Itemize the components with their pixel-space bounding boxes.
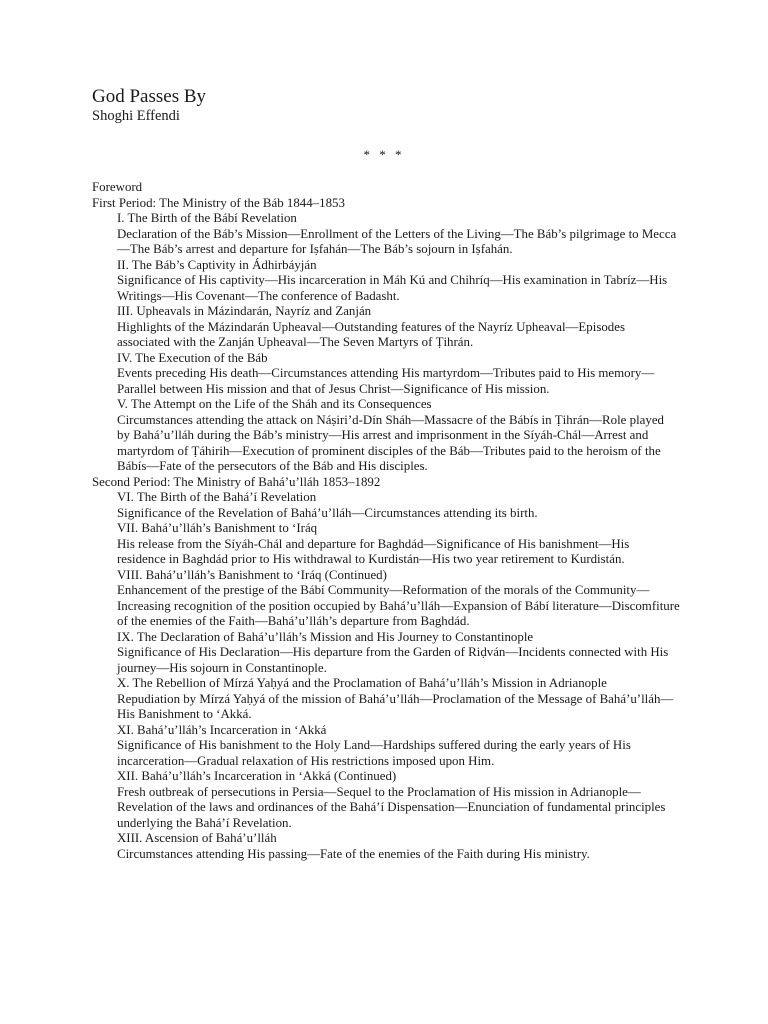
toc-summary-11: Significance of His banishment to the Holy Land—Hardships suffered during the early years of His incarceration—Gradual relaxation of His restrictions imposed upon Him.: [117, 738, 631, 768]
toc-chapter-9: IX. The Declaration of Bahá’u’lláh’s Mission and His Journey to Constantinople: [117, 629, 534, 644]
toc-chapter-7: VII. Bahá’u’lláh’s Banishment to ‘Iráq: [117, 521, 318, 535]
toc-summary-5: Circumstances attending the attack on Náṣiri’d-Dín Sháh—Massacre of the Bábís in Ṭihrán—Role played by Bahá’u’lláh during the Báb’s ministry—His arrest and imprisonment in the Síyáh-Chál—Arrest and martyrdom of Ṭáhirih—Execution of prominent disciples of the Báb—Tributes paid to the heroism of the Bábís—Fate of the persecutors of the Báb and His disciples.: [117, 412, 664, 473]
toc-chapter-12: XII. Bahá’u’lláh’s Incarceration in ‘Akká (Continued): [117, 769, 397, 783]
toc-chapter-10: X. The Rebellion of Mírzá Yaḥyá and the Proclamation of Bahá’u’lláh’s Mission in Adrianople: [117, 676, 607, 690]
toc-summary-6: Significance of the Revelation of Bahá’u’lláh—Circumstances attending its birth.: [117, 505, 538, 520]
toc-summary-10: Repudiation by Mírzá Yaḥyá of the mission of Bahá’u’lláh—Proclamation of the Message of Bahá’u’lláh—His Banishment to ‘Akká.: [117, 691, 674, 721]
toc-chapter-11: XI. Bahá’u’lláh’s Incarceration in ‘Akká: [117, 722, 327, 737]
toc-summary-3: Highlights of the Mázindarán Upheaval—Outstanding features of the Nayríz Upheaval—Episodes associated with the Zanján Upheaval—The Seven Martyrs of Ṭihrán.: [117, 319, 625, 349]
toc-chapter-1: I. The Birth of the Bábí Revelation: [117, 211, 297, 225]
toc-chapter-2: II. The Báb’s Captivity in Ádhirbáyján: [117, 257, 317, 272]
toc-chapter-3: III. Upheavals in Mázindarán, Nayríz and Zanján: [117, 304, 372, 318]
toc-summary-9: Significance of His Declaration—His departure from the Garden of Riḍván—Incidents connected with His journey—His sojourn in Constantinople.: [117, 645, 669, 675]
toc-chapter-4: IV. The Execution of the Báb: [117, 350, 268, 365]
toc-chapter-13: XIII. Ascension of Bahá’u’lláh: [117, 831, 277, 845]
toc-summary-2: Significance of His captivity—His incarceration in Máh Kú and Chihríq—His examination in Tabríz—His Writings—His Covenant—The conference of Badasht.: [117, 273, 668, 303]
toc-section-second-period: Second Period: The Ministry of Bahá’u’lláh 1853–1892: [92, 474, 381, 489]
document-author: Shoghi Effendi: [92, 108, 180, 124]
section-separator: * * *: [363, 147, 405, 162]
toc-section-foreword: Foreword: [92, 180, 143, 194]
toc-chapter-5: V. The Attempt on the Life of the Sháh and its Consequences: [117, 397, 432, 411]
toc-summary-7: His release from the Síyáh-Chál and departure for Baghdád—Significance of His banishment—His residence in Baghdád prior to His withdrawal to Kurdistán—His two year retirement to Kurdistán.: [117, 536, 630, 566]
toc-summary-8: Enhancement of the prestige of the Bábí Community—Reformation of the morals of the Community—Increasing recognition of the position occupied by Bahá’u’lláh—Expansion of Bábí literature—Discomfiture of the enemies of the Faith—Bahá’u’lláh’s departure from Baghdád.: [117, 583, 680, 628]
toc-summary-12: Fresh outbreak of persecutions in Persia—Sequel to the Proclamation of His mission in Adrianople—Revelation of the laws and ordinances of the Bahá’í Dispensation—Enunciation of fundamental principles underlying the Bahá’í Revelation.: [117, 784, 666, 830]
table-of-contents: [92, 180, 680, 862]
toc-summary-4: Events preceding His death—Circumstances attending His martyrdom—Tributes paid to His memory—Parallel between His mission and that of Jesus Christ—Significance of His mission.: [117, 366, 655, 396]
toc-summary-13: Circumstances attending His passing—Fate of the enemies of the Faith during His ministry.: [117, 846, 590, 861]
document-title: God Passes By: [92, 86, 207, 107]
toc-chapter-8: VIII. Bahá’u’lláh’s Banishment to ‘Iráq (Continued): [117, 567, 387, 582]
toc-chapter-6: VI. The Birth of the Bahá’í Revelation: [117, 490, 317, 504]
toc-summary-1: Declaration of the Báb’s Mission—Enrollment of the Letters of the Living—The Báb’s pilgrimage to Mecca—The Báb’s arrest and departure for Iṣfahán—The Báb’s sojourn in Iṣfahán.: [117, 226, 677, 256]
toc-section-first-period: First Period: The Ministry of the Báb 1844–1853: [92, 195, 345, 210]
